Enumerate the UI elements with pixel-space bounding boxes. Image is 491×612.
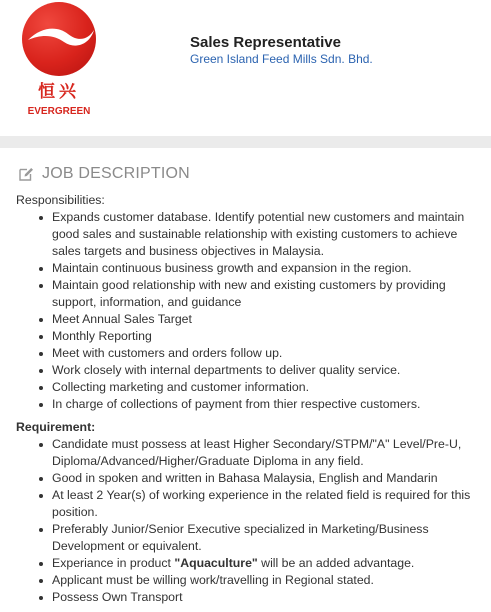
requirement-list <box>16 436 486 606</box>
list-item: Maintain continuous business growth and expansion in the region. <box>52 260 486 277</box>
responsibilities-label: Responsibilities: <box>16 193 105 207</box>
list-item-emphasis: "Aquaculture" <box>174 556 258 570</box>
list-item: Monthly Reporting <box>52 328 486 345</box>
logo-wave-icon <box>28 24 94 50</box>
list-item: Work closely with internal departments to deliver quality service. <box>52 362 486 379</box>
list-item: Expands customer database. Identify potential new customers and maintain good sales and sustainable relationship with existing customers to achieve sales targets and business objectives in Malaysia. <box>52 209 486 260</box>
edit-icon <box>18 166 34 182</box>
list-item: Good in spoken and written in Bahasa Malaysia, English and Mandarin <box>52 470 486 487</box>
list-item: Applicant must be willing work/travelling in Regional stated. <box>52 572 486 589</box>
logo-chinese-text: 恒兴 <box>38 82 80 102</box>
list-item: Meet Annual Sales Target <box>52 311 486 328</box>
list-item: At least 2 Year(s) of working experience in the related field is required for this position. <box>52 487 486 521</box>
responsibilities-list <box>16 209 486 413</box>
list-item: Candidate must possess at least Higher Secondary/STPM/"A" Level/Pre-U, Diploma/Advanced/Higher/Graduate Diploma in any field. <box>52 436 486 470</box>
list-item: Possess Own Transport <box>52 589 486 606</box>
logo-english-text: EVERGREEN <box>27 106 91 117</box>
list-item-text: will be an added advantage. <box>257 556 415 570</box>
company-logo <box>20 2 98 120</box>
list-item: In charge of collections of payment from thier respective customers. <box>52 396 486 413</box>
company-link[interactable]: Green Island Feed Mills Sdn. Bhd. <box>190 52 373 66</box>
job-description-body <box>16 192 486 606</box>
section-divider <box>0 136 491 148</box>
requirement-label: Requirement: <box>16 420 96 434</box>
list-item: Meet with customers and orders follow up. <box>52 345 486 362</box>
list-item <box>52 555 486 572</box>
section-title: JOB DESCRIPTION <box>42 165 190 182</box>
list-item: Maintain good relationship with new and existing customers by providing support, information, and guidance <box>52 277 486 311</box>
job-title: Sales Representative <box>190 34 341 51</box>
section-header <box>18 164 190 184</box>
list-item-text: Experiance in product <box>52 556 175 570</box>
list-item: Collecting marketing and customer information. <box>52 379 486 396</box>
logo-emblem <box>22 2 96 76</box>
list-item: Preferably Junior/Senior Executive specialized in Marketing/Business Development or equivalent. <box>52 521 486 555</box>
job-header <box>0 0 491 136</box>
